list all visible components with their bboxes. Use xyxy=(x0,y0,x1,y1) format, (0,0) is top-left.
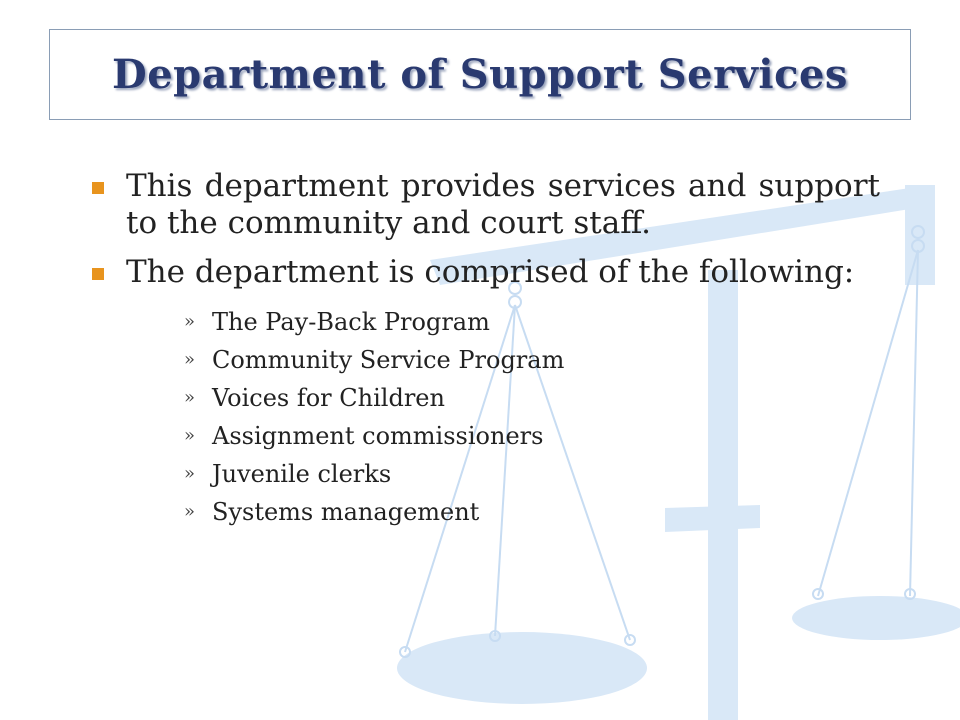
sub-list-item xyxy=(184,493,880,531)
sub-item-text: The Pay-Back Program xyxy=(212,308,490,336)
sub-item-text: Voices for Children xyxy=(212,384,445,412)
sub-list-item xyxy=(184,379,880,417)
sub-item-text: Systems management xyxy=(212,498,480,526)
sub-list-item xyxy=(184,417,880,455)
bullet-item xyxy=(88,168,880,242)
raquo-icon: » xyxy=(184,349,196,370)
bullet-text: The department is comprised of the following: xyxy=(126,254,855,290)
sub-list-item xyxy=(184,303,880,341)
sub-item-text: Assignment commissioners xyxy=(212,422,544,450)
sub-list xyxy=(88,303,880,531)
sub-item-text: Community Service Program xyxy=(212,346,565,374)
sub-list-item xyxy=(184,455,880,493)
sub-item-text: Juvenile clerks xyxy=(212,460,392,488)
bullet-text: This department provides services and support to the community and court staff. xyxy=(126,168,880,241)
slide-content xyxy=(88,168,880,531)
raquo-icon: » xyxy=(184,387,196,408)
bullet-item xyxy=(88,254,880,291)
sub-list-item xyxy=(184,341,880,379)
square-bullet-icon xyxy=(92,268,104,280)
square-bullet-icon xyxy=(92,182,104,194)
slide-title: Department of Support Services xyxy=(112,51,848,98)
raquo-icon: » xyxy=(184,311,196,332)
raquo-icon: » xyxy=(184,463,196,484)
title-box xyxy=(49,29,911,120)
raquo-icon: » xyxy=(184,425,196,446)
raquo-icon: » xyxy=(184,501,196,522)
